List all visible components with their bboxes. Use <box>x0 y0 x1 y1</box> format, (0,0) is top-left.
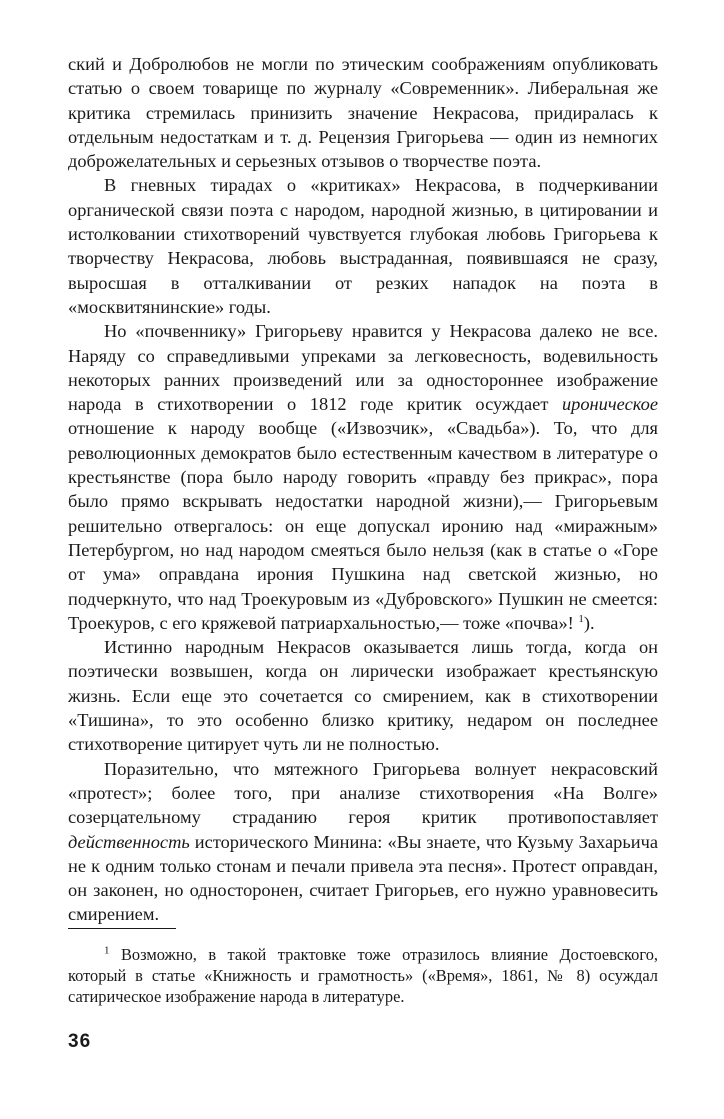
paragraph-3-text-c: ). <box>583 612 595 633</box>
paragraph-1 <box>68 52 658 173</box>
paragraph-2-text: В гневных тирадах о «критиках» Некрасова, в подчеркивании органической связи поэта с народом, народной жизнью, в цитировании и истолковании стихотворений чувствуется глубокая любовь Григорьева к творчеству Некрасова, любовь выстраданная, появившаяся не сразу, выросшая в отталкивании от резких нападок на поэта в «москвитянинские» годы. <box>68 175 658 317</box>
footnote-separator <box>68 928 176 929</box>
paragraph-5-text-b: исторического Минина: «Вы знаете, что Кузьму Захарьича не к одним только стонам и печали привела эта песня». Протест оправдан, он законен, но односторонен, считает Григорьев, его нужно уравновесить смирением. <box>68 831 658 925</box>
paragraph-5-text-a: Поразительно, что мятежного Григорьева волнует некрасовский «протест»; более того, при анализе стихотворения «На Волге» созерцательному страданию героя критик противопоставляет <box>68 758 658 828</box>
paragraph-3-text-a: Но «почвеннику» Григорьеву нравится у Некрасова далеко не все. Наряду со справедливыми упреками за легковесность, водевильность некоторых ранних произведений или за одностороннее изображение народа в стихотворении о 1812 годе критик осуждает <box>68 321 658 415</box>
paragraph-3-text-b: отношение к народу вообще («Извозчик», «Свадьба»). То, что для революционных демократов было естественным качеством в литературе о крестьянстве (пора было народу говорить «правду без прикрас», пора было прямо вскрывать недостатки народной жизни),— Григорьевым решительно отвергалось: он еще допускал иронию над «миражным» Петербургом, но над народом смеяться было нельзя (как в статье о «Горе от ума» оправдана ирония Пушкина над светской жизнью, но подчеркнуто, что над Троекуровым из «Дубровского» Пушкин не смеется: Троекуров, с его кряжевой патриархальностью,— тоже «почва»! <box>68 418 658 633</box>
footnote-text: Возможно, в такой трактовке тоже отразилось влияние Достоевского, который в статье «Книжность и грамотность» («Время», 1861, № 8) осуждал сатирическое изображение народа в литературе. <box>68 945 658 1007</box>
page-number: 36 <box>68 1031 92 1052</box>
paragraph-1-text: ский и Добролюбов не могли по этическим соображениям опубликовать статью о своем товарище по журналу «Современник». Либеральная же критика стремилась принизить значение Некрасова, придиралась к отдельным недостаткам и т. д. Рецензия Григорьева — один из немногих доброжелательных и серьезных отзывов о творчестве поэта. <box>68 54 658 172</box>
footnote-reference[interactable]: 1 <box>578 612 584 625</box>
footnote <box>68 944 658 1008</box>
paragraph-5-italic-word: действенность <box>68 831 190 852</box>
footnote-marker: 1 <box>104 944 110 957</box>
main-text <box>68 52 658 927</box>
paragraph-4 <box>68 635 658 756</box>
paragraph-4-text: Истинно народным Некрасов оказывается лишь тогда, когда он поэтически возвышен, когда он лирически изображает крестьянскую жизнь. Если еще это сочетается со смирением, как в стихотворении «Тишина», то это особенно близко критику, недаром он последнее стихотворение цитирует чуть ли не полностью. <box>68 637 658 755</box>
paragraph-2 <box>68 173 658 319</box>
paragraph-3-italic-word: ироническое <box>561 394 658 415</box>
paragraph-3 <box>68 319 658 635</box>
paragraph-5 <box>68 757 658 927</box>
